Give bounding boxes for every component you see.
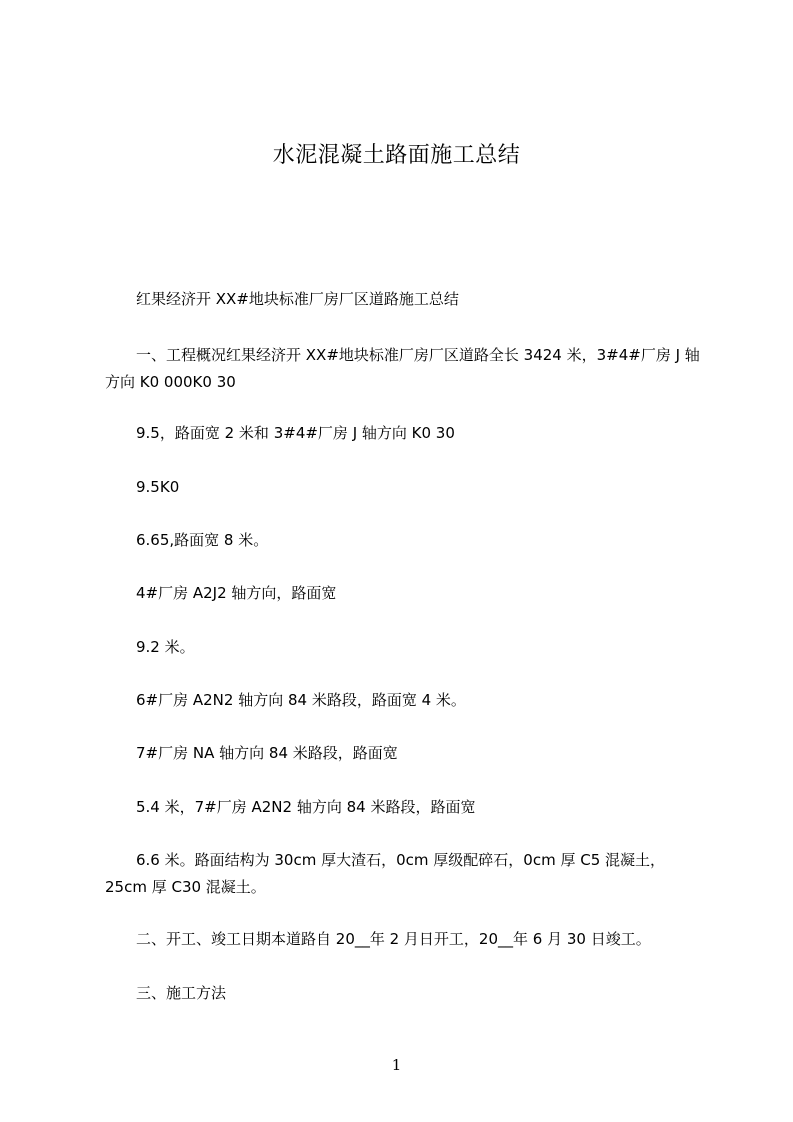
paragraph-line: 7#厂房 NA 轴方向 84 米路段，路面宽 [136,744,398,762]
paragraph-line: 9.2 米。 [136,638,195,656]
paragraph-line: 4#厂房 A2J2 轴方向，路面宽 [136,584,337,602]
document-title: 水泥混凝土路面施工总结 [272,143,521,168]
page-number: 1 [391,1056,402,1074]
paragraph-line: 6.65,路面宽 8 米。 [136,531,269,549]
paragraph-method-heading: 三、施工方法 [136,984,227,1002]
paragraph-road-structure: 6.6 米。路面结构为 30cm 厚大渣石，0cm 厚级配碎石，0cm 厚 C5 混凝土，25cm 厚 C30 混凝土。 [105,851,666,896]
paragraph-line: 6#厂房 A2N2 轴方向 84 米路段，路面宽 4 米。 [136,691,466,709]
paragraph-line: 9.5K0 [136,478,180,496]
paragraph-line: 5.4 米，7#厂房 A2N2 轴方向 84 米路段，路面宽 [136,798,476,816]
paragraph-schedule: 二、开工、竣工日期本道路自 20__年 2 月日开工，20__年 6 月 30 日竣工。 [136,930,651,948]
paragraph-project-overview: 一、工程概况红果经济开 XX#地块标准厂房厂区道路全长 3424 米，3#4#厂房 J 轴方向 K0 000K0 30 [105,346,700,391]
paragraph-subtitle: 红果经济开 XX#地块标准厂房厂区道路施工总结 [136,290,459,308]
paragraph-line: 9.5，路面宽 2 米和 3#4#厂房 J 轴方向 K0 30 [136,424,455,442]
